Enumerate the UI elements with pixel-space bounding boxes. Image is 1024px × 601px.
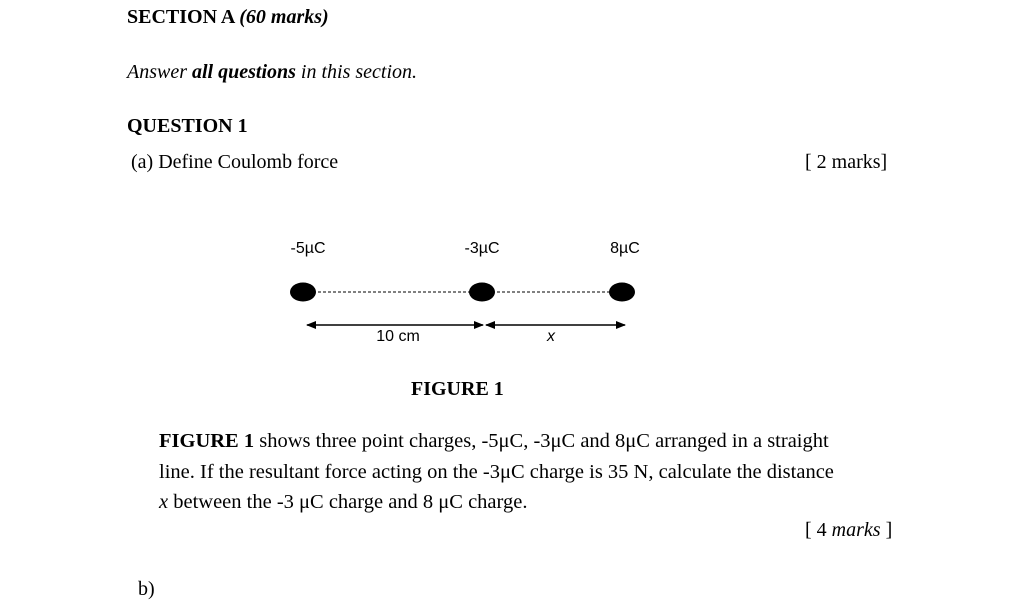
figure-caption: FIGURE 1 — [411, 378, 504, 400]
marks-open: [ 4 — [805, 519, 832, 541]
charge-label-3: 8µC — [610, 240, 640, 257]
distance-label-x: x — [547, 328, 555, 345]
paragraph-line-3 — [159, 487, 919, 518]
charge-dot-2 — [469, 283, 495, 302]
section-name: SECTION A — [127, 6, 235, 28]
paragraph-line-2: line. If the resultant force acting on the -3μC charge is 35 N, calculate the distance — [159, 460, 834, 483]
part-a-marks: [ 2 marks] — [805, 151, 888, 173]
section-title — [127, 6, 329, 29]
distance-label-10cm: 10 cm — [376, 328, 420, 345]
instruction-suffix: in this section. — [295, 61, 418, 83]
charge-label-2: -3µC — [464, 240, 500, 257]
paragraph-line-1-text: shows three point charges, -5μC, -3μC and 8μC arranged in a straight — [254, 430, 829, 452]
instruction-prefix: Answer — [127, 61, 192, 83]
marks-close: ] — [880, 519, 893, 541]
marks-word: marks — [831, 519, 881, 541]
part-a-text: (a) Define Coulomb force — [131, 151, 339, 173]
charge-label-1: -5µC — [290, 240, 326, 257]
instruction-emphasis: all questions — [192, 61, 296, 83]
paragraph-line-3-text: between the -3 μC charge and 8 μC charge. — [168, 491, 528, 513]
question-paragraph — [159, 426, 919, 518]
calculation-marks — [805, 519, 892, 542]
figure-reference: FIGURE 1 — [159, 430, 255, 452]
charge-dot-1 — [290, 283, 316, 302]
part-b-label: b) — [138, 578, 155, 600]
question-heading: QUESTION 1 — [127, 115, 248, 137]
instruction — [127, 61, 417, 84]
charge-dot-3 — [609, 283, 635, 302]
section-marks: (60 marks) — [239, 6, 329, 28]
paragraph-line-1 — [159, 426, 919, 457]
variable-x: x — [159, 491, 169, 513]
charges-figure — [270, 225, 670, 355]
